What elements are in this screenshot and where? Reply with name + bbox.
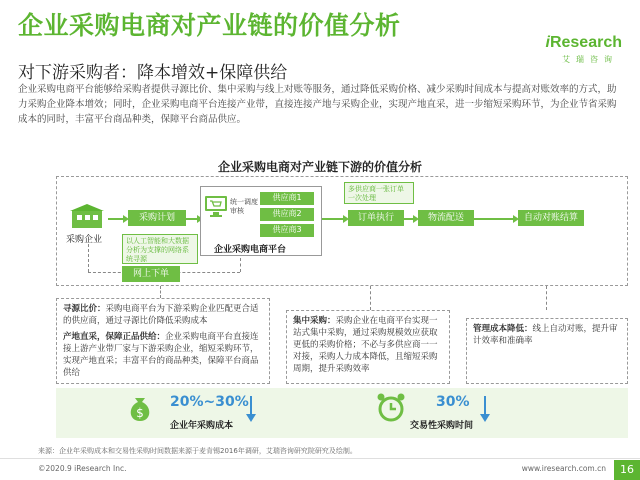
source-note: 来源：企业年采购成本和交易性采购时间数据来源于麦肯锡2016年调研，艾瑞咨询研究院研究及绘制。 — [38, 447, 357, 455]
panel-mgmt-body: 线上自动对账，提升审计效率和准确率 — [473, 324, 618, 346]
buyer-label: 采购企业 — [66, 235, 103, 245]
alarm-clock-icon — [376, 392, 406, 422]
money-bag-icon — [126, 392, 154, 422]
result-cost-value: 20%~30% — [170, 394, 249, 410]
connector-right — [546, 286, 547, 310]
panel-sourcing — [63, 303, 263, 327]
ai-sourcing-note: 以人工智能和大数据分析为支撑的网络系统寻源 — [122, 234, 198, 264]
iresearch-logo — [546, 34, 623, 52]
arrow-exec-logistics — [404, 218, 414, 220]
panel-left — [56, 298, 270, 384]
order-loop-left — [88, 244, 89, 272]
page-number: 16 — [614, 460, 640, 480]
panel-direct-head: 产地直采，保障正品供给： — [63, 332, 166, 342]
result-time-value: 30% — [436, 394, 470, 410]
connector-left — [160, 286, 161, 298]
arrow-platform-exec — [322, 218, 344, 220]
supplier-1: 供应商1 — [260, 192, 314, 205]
order-exec-box: 订单执行 — [348, 210, 404, 226]
logo-text: Research — [549, 34, 622, 51]
footer-divider — [0, 458, 640, 459]
logistics-box: 物流配送 — [418, 210, 474, 226]
order-loop-right — [240, 258, 241, 272]
footer-copyright: ©2020.9 iResearch Inc. — [38, 464, 127, 473]
panel-sourcing-head: 寻源比价： — [63, 304, 106, 314]
result-time-label: 交易性采购时间 — [410, 421, 474, 431]
down-arrow-icon — [246, 396, 256, 422]
intro-paragraph: 企业采购电商平台能够给采购者提供寻源比价、集中采购与线上对账等服务，通过降低采购价格、减少采购时间成本与提高对账效率的方式，助力采购企业降本增效；同时，企业采购电商平台连接产业带，直接连接产地与采购企业，实现产地直采，进一步缩短采购环节，为企业节省采购成本的同时，丰富平台商品种类，保障平台商品供应。 — [18, 84, 617, 125]
connector-mid — [370, 286, 371, 310]
down-arrow-icon — [480, 396, 490, 422]
panel-central-body: 采购企业在电商平台实现一站式集中采购，通过采购规模效应获取更低的采购价格；不必与多供应商一一对接，采购人力成本降低，且缩短采购周期，提升采购效率 — [293, 316, 438, 374]
logo-i: i — [545, 34, 550, 51]
multi-supplier-note: 多供应商一张订单一次处理 — [344, 182, 414, 204]
supplier-2: 供应商2 — [260, 208, 314, 221]
diagram-title: 企业采购电商对产业链下游的价值分析 — [217, 160, 422, 174]
online-order-box: 网上下单 — [122, 266, 180, 282]
panel-central-head: 集中采购： — [293, 316, 336, 326]
building-icon — [70, 204, 104, 228]
page-title: 企业采购电商对产业链的价值分析 — [18, 11, 401, 40]
panel-mgmt-head: 管理成本降低： — [473, 324, 533, 334]
svg-text:$: $ — [136, 406, 144, 420]
platform-label: 企业采购电商平台 — [214, 245, 287, 255]
plan-box: 采购计划 — [128, 210, 186, 226]
supplier-3: 供应商3 — [260, 224, 314, 237]
panel-middle — [286, 310, 450, 384]
panel-direct-body: 企业采购电商平台直接连接上游产业带厂家与下游采购企业，缩短采购环节，实现产地直采；丰富平台的商品种类，保障平台商品供给 — [63, 332, 259, 378]
page-subtitle: 对下游采购者：降本增效+保障供给 — [18, 63, 288, 83]
arrow-buyer-plan — [108, 218, 124, 220]
auto-settle-box: 自动对账结算 — [518, 210, 584, 226]
logo-cn: 艾瑞咨询 — [562, 55, 618, 64]
computer-cart-icon — [204, 194, 228, 218]
panel-direct — [63, 331, 263, 379]
panel-sourcing-body: 采购电商平台为下游采购企业匹配更合适的供应商，通过寻源比价降低采购成本 — [63, 304, 259, 326]
dispatch-note: 统一调度审核 — [230, 198, 258, 215]
arrow-plan-platform — [186, 218, 198, 220]
result-cost-label: 企业年采购成本 — [170, 421, 234, 431]
footer-url: www.iresearch.com.cn — [521, 464, 606, 473]
panel-right — [466, 318, 628, 384]
arrow-logistics-settle — [474, 218, 514, 220]
